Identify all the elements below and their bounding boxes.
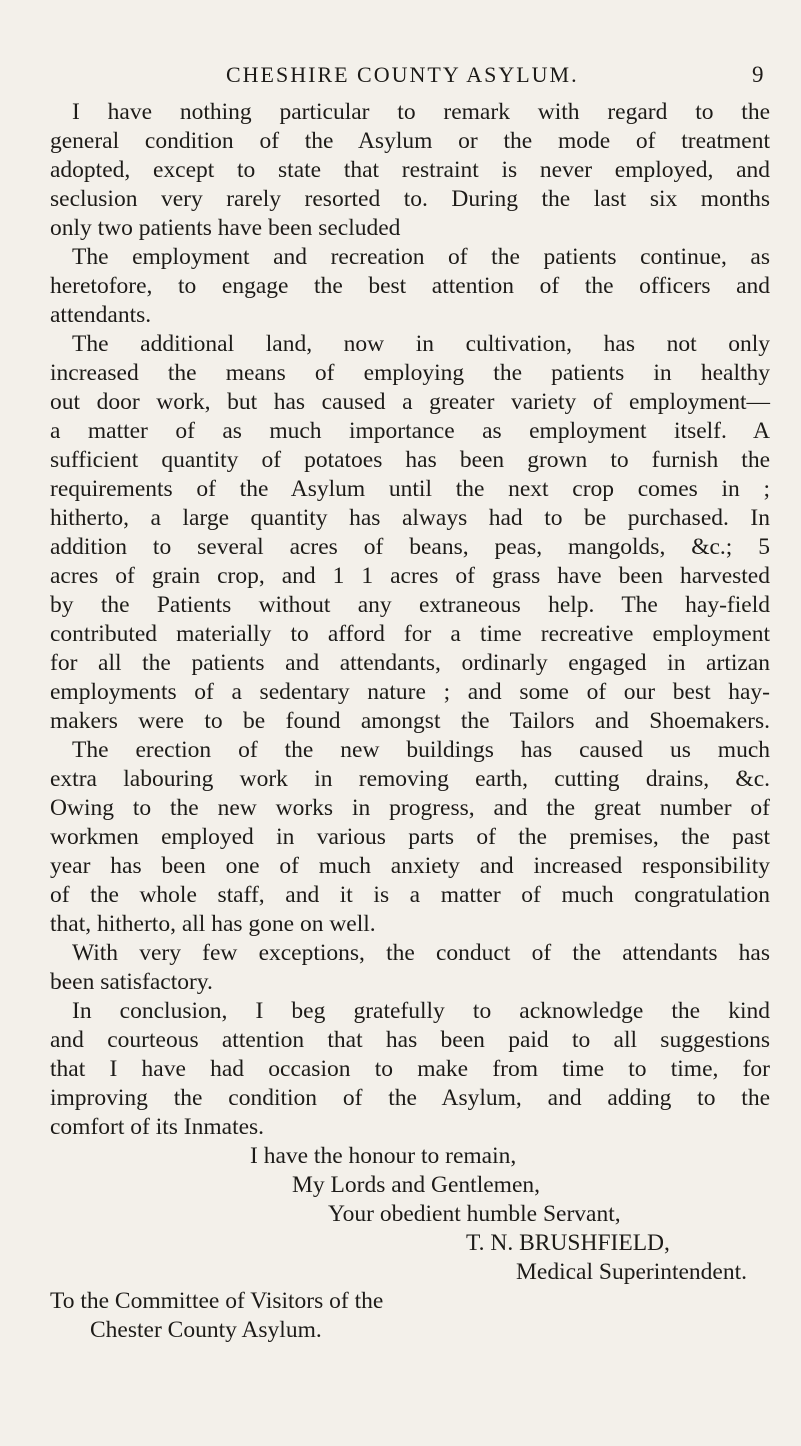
text-line: attendants. [50,302,152,328]
text-line: makers were to be found amongst the Tailors and Shoemakers. [50,708,770,734]
text-line: out door work, but has caused a greater variety of employment— [50,389,770,415]
text-line: acres of grain crop, and 1 1 acres of grass have been harvested [50,563,770,589]
text-line: increased the means of employing the patients in healthy [50,360,770,386]
text-line: year has been one of much anxiety and increased responsibility [50,853,770,879]
addressee-line: To the Committee of Visitors of the [50,1288,384,1314]
text-line: heretofore, to engage the best attention of the officers and [50,273,770,299]
text-line: sufficient quantity of potatoes has been grown to furnish the [50,447,770,473]
text-line: The employment and recreation of the patients continue, as [72,244,770,270]
text-line: extra labouring work in removing earth, cutting drains, &c. [50,766,770,792]
text-line: adopted, except to state that restraint is never employed, and [50,157,770,183]
salutation-line: My Lords and Gentlemen, [292,1172,541,1198]
text-line: been satisfactory. [50,969,213,995]
signature-title: Medical Superintendent. [516,1259,748,1285]
closing-line: I have the honour to remain, [250,1143,517,1169]
text-line: I have nothing particular to remark with regard to the [72,99,770,125]
text-line: addition to several acres of beans, peas, mangolds, &c.; 5 [50,534,770,560]
text-line: employments of a sedentary nature ; and some of our best hay- [50,679,770,705]
running-title: CHESHIRE COUNTY ASYLUM. [226,62,579,87]
text-line: contributed materially to afford for a time recreative employment [50,621,770,647]
closing-line: Your obedient humble Servant, [328,1201,621,1227]
page-number: 9 [752,62,764,87]
text-line: With very few exceptions, the conduct of the attendants has [72,940,770,966]
text-line: seclusion very rarely resorted to. During the last six months [50,186,770,212]
text-line: general condition of the Asylum or the mode of treatment [50,128,770,154]
text-line: and courteous attention that has been paid to all suggestions [50,1027,770,1053]
running-head [0,62,801,96]
text-line: only two patients have been secluded [50,215,401,241]
addressee-line: Chester County Asylum. [90,1317,322,1343]
text-line: In conclusion, I beg gratefully to acknowledge the kind [72,998,770,1024]
text-line: a matter of as much importance as employment itself. A [50,418,770,444]
text-line: requirements of the Asylum until the next crop comes in ; [50,476,770,502]
text-line: improving the condition of the Asylum, and adding to the [50,1085,770,1111]
text-line: Owing to the new works in progress, and the great number of [50,795,770,821]
text-line: that, hitherto, all has gone on well. [50,911,376,937]
signature-name: T. N. BRUSHFIELD, [466,1230,670,1256]
text-line: comfort of its Inmates. [50,1114,265,1140]
text-line: by the Patients without any extraneous help. The hay-field [50,592,770,618]
text-line: for all the patients and attendants, ordinarly engaged in artizan [50,650,770,676]
text-line: The additional land, now in cultivation, has not only [72,331,770,357]
text-line: that I have had occasion to make from time to time, for [50,1056,770,1082]
text-line: The erection of the new buildings has caused us much [72,737,770,763]
text-line: workmen employed in various parts of the premises, the past [50,824,770,850]
text-line: of the whole staff, and it is a matter of much congratulation [50,882,770,908]
text-line: hitherto, a large quantity has always had to be purchased. In [50,505,770,531]
